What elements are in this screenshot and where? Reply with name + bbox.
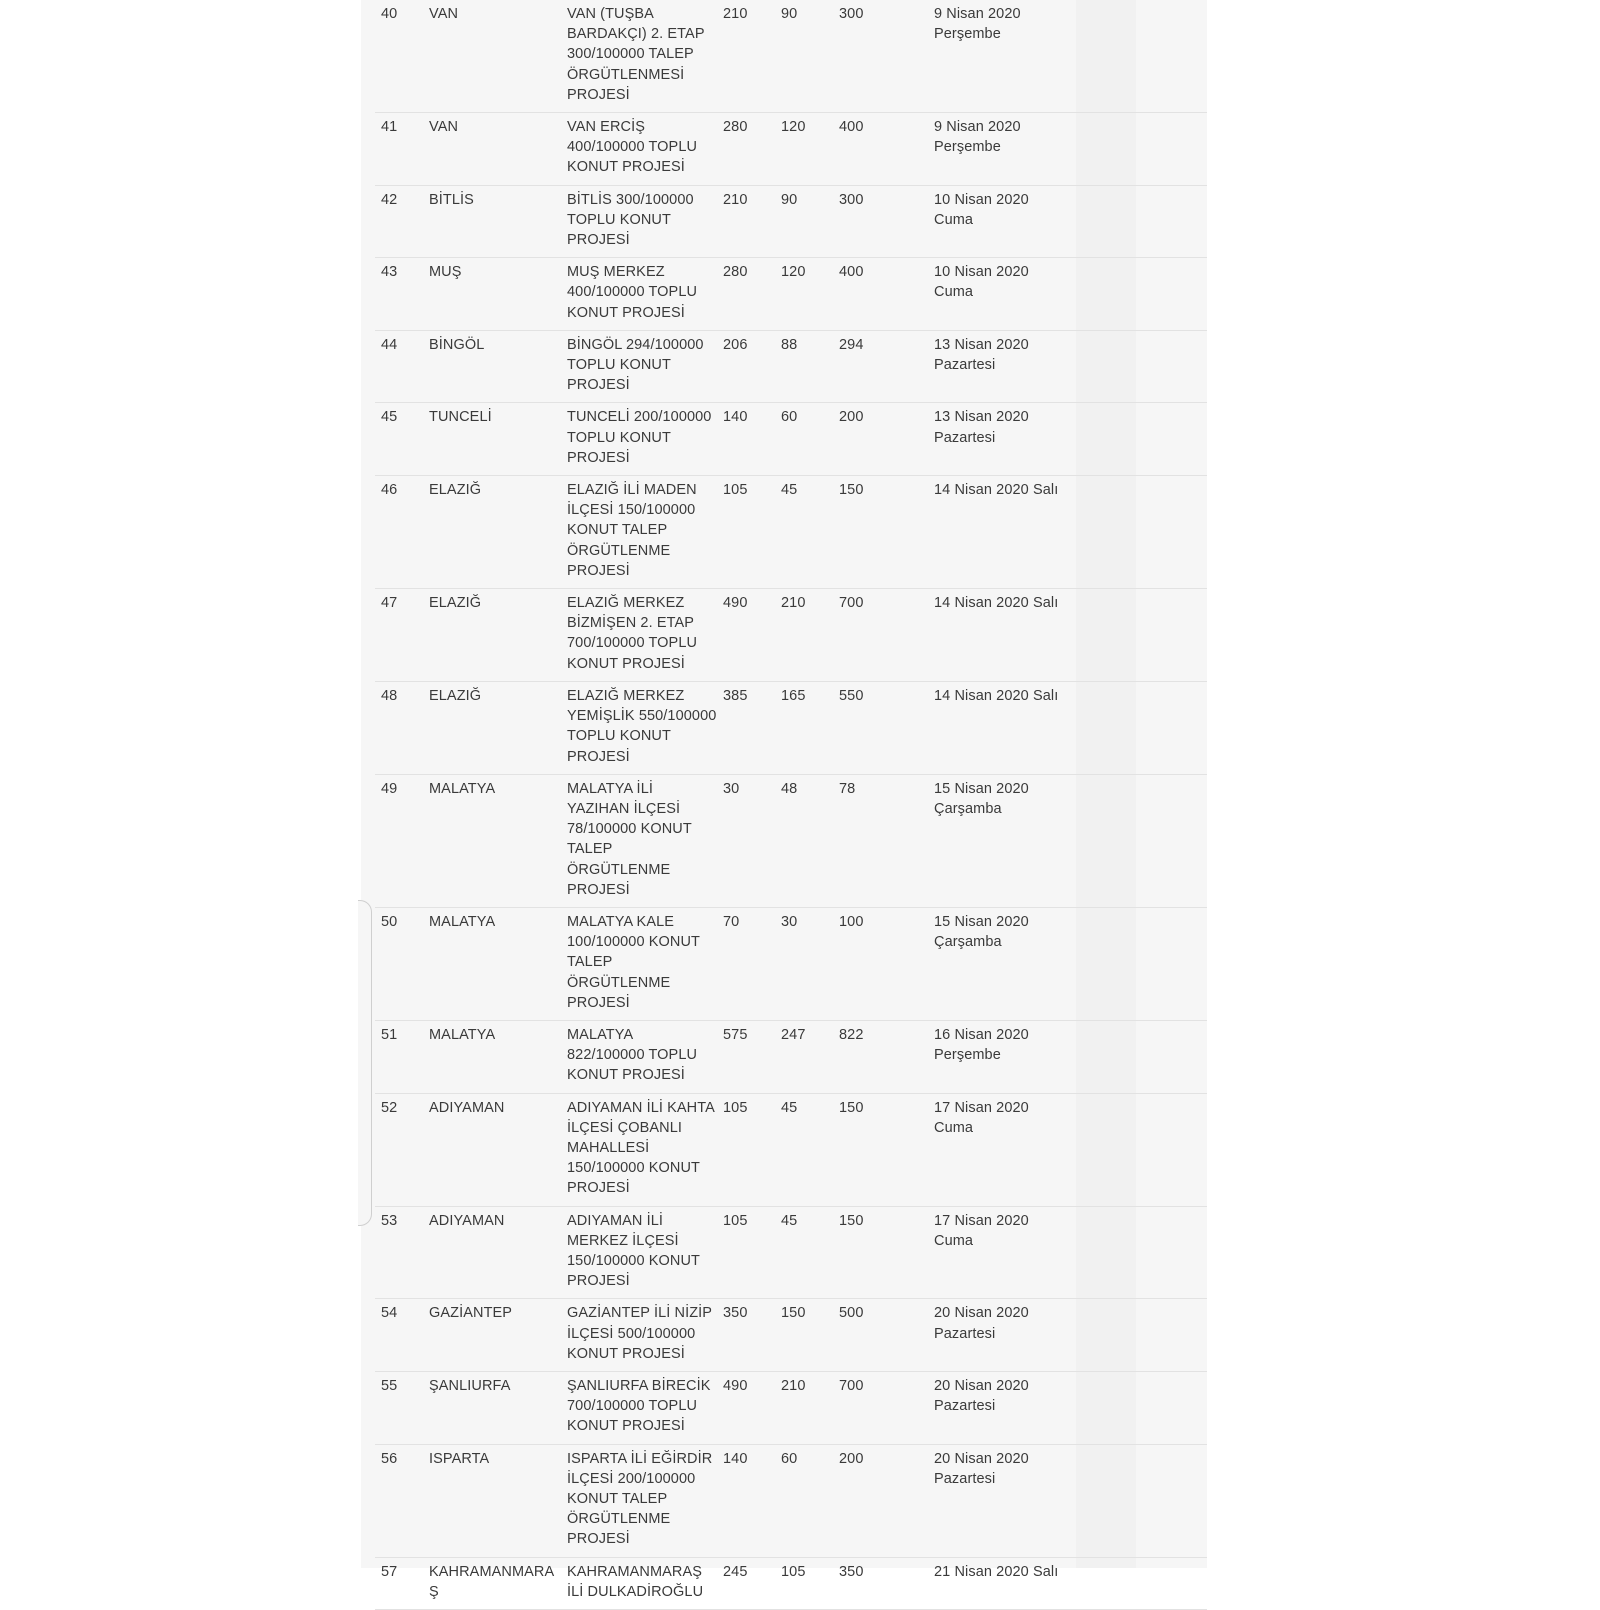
table-row: [375, 907, 1207, 1020]
count-a-cell: 105: [717, 1093, 781, 1206]
date-cell: 16 Nisan 2020 Perşembe: [934, 1020, 1207, 1093]
count-a-cell: 350: [717, 1299, 781, 1372]
count-b-cell: 88: [781, 330, 839, 403]
date-cell: 15 Nisan 2020 Çarşamba: [934, 774, 1207, 907]
date-cell: 9 Nisan 2020 Perşembe: [934, 113, 1207, 186]
count-a-cell: 210: [717, 185, 781, 258]
total-count-cell: 500: [839, 1299, 934, 1372]
row-number: 54: [375, 1299, 429, 1372]
table-row: [375, 589, 1207, 682]
project-name-cell: BİNGÖL 294/100000 TOPLU KONUT PROJESİ: [561, 330, 717, 403]
total-count-cell: 550: [839, 681, 934, 774]
province-cell: TUNCELİ: [429, 403, 561, 476]
province-cell: ADIYAMAN: [429, 1206, 561, 1299]
count-a-cell: 105: [717, 476, 781, 589]
count-b-cell: 120: [781, 258, 839, 331]
document-page: [361, 0, 1207, 1600]
count-b-cell: 165: [781, 681, 839, 774]
project-name-cell: TUNCELİ 200/100000 TOPLU KONUT PROJESİ: [561, 403, 717, 476]
date-cell: 21 Nisan 2020 Salı: [934, 1557, 1207, 1609]
project-name-cell: VAN (TUŞBA BARDAKÇI) 2. ETAP 300/100000 TALEP ÖRGÜTLENMESİ PROJESİ: [561, 0, 717, 113]
table-row: [375, 1444, 1207, 1557]
count-b-cell: 90: [781, 185, 839, 258]
count-a-cell: 490: [717, 1371, 781, 1444]
row-number: 47: [375, 589, 429, 682]
total-count-cell: 700: [839, 1371, 934, 1444]
date-cell: 14 Nisan 2020 Salı: [934, 589, 1207, 682]
count-b-cell: 105: [781, 1557, 839, 1609]
count-a-cell: 385: [717, 681, 781, 774]
project-name-cell: ELAZIĞ MERKEZ YEMİŞLİK 550/100000 TOPLU KONUT PROJESİ: [561, 681, 717, 774]
project-name-cell: MALATYA İLİ YAZIHAN İLÇESİ 78/100000 KONUT TALEP ÖRGÜTLENME PROJESİ: [561, 774, 717, 907]
total-count-cell: 78: [839, 774, 934, 907]
housing-projects-table: [375, 0, 1207, 1610]
date-cell: 17 Nisan 2020 Cuma: [934, 1206, 1207, 1299]
province-cell: ELAZIĞ: [429, 681, 561, 774]
project-name-cell: VAN ERCİŞ 400/100000 TOPLU KONUT PROJESİ: [561, 113, 717, 186]
count-a-cell: 140: [717, 1444, 781, 1557]
total-count-cell: 200: [839, 403, 934, 476]
table-row: [375, 476, 1207, 589]
project-name-cell: KAHRAMANMARAŞ İLİ DULKADİROĞLU: [561, 1557, 717, 1609]
table-row: [375, 1206, 1207, 1299]
total-count-cell: 150: [839, 476, 934, 589]
province-cell: ISPARTA: [429, 1444, 561, 1557]
total-count-cell: 294: [839, 330, 934, 403]
province-cell: ŞANLIURFA: [429, 1371, 561, 1444]
count-a-cell: 206: [717, 330, 781, 403]
total-count-cell: 350: [839, 1557, 934, 1609]
project-name-cell: BİTLİS 300/100000 TOPLU KONUT PROJESİ: [561, 185, 717, 258]
row-number: 55: [375, 1371, 429, 1444]
count-b-cell: 48: [781, 774, 839, 907]
project-name-cell: ELAZIĞ MERKEZ BİZMİŞEN 2. ETAP 700/100000 TOPLU KONUT PROJESİ: [561, 589, 717, 682]
table-row: [375, 403, 1207, 476]
date-cell: 20 Nisan 2020 Pazartesi: [934, 1444, 1207, 1557]
row-number: 49: [375, 774, 429, 907]
row-number: 56: [375, 1444, 429, 1557]
total-count-cell: 150: [839, 1093, 934, 1206]
date-cell: 15 Nisan 2020 Çarşamba: [934, 907, 1207, 1020]
date-cell: 17 Nisan 2020 Cuma: [934, 1093, 1207, 1206]
province-cell: VAN: [429, 113, 561, 186]
count-b-cell: 60: [781, 403, 839, 476]
count-b-cell: 45: [781, 1093, 839, 1206]
count-b-cell: 30: [781, 907, 839, 1020]
scroll-handle[interactable]: [358, 900, 372, 1226]
province-cell: VAN: [429, 0, 561, 113]
count-a-cell: 105: [717, 1206, 781, 1299]
province-cell: BİTLİS: [429, 185, 561, 258]
project-name-cell: MALATYA KALE 100/100000 KONUT TALEP ÖRGÜTLENME PROJESİ: [561, 907, 717, 1020]
row-number: 42: [375, 185, 429, 258]
count-a-cell: 245: [717, 1557, 781, 1609]
count-a-cell: 70: [717, 907, 781, 1020]
table-row: [375, 258, 1207, 331]
table-row: [375, 330, 1207, 403]
count-b-cell: 90: [781, 0, 839, 113]
province-cell: MALATYA: [429, 774, 561, 907]
row-number: 45: [375, 403, 429, 476]
row-number: 48: [375, 681, 429, 774]
row-number: 51: [375, 1020, 429, 1093]
row-number: 41: [375, 113, 429, 186]
date-cell: 10 Nisan 2020 Cuma: [934, 185, 1207, 258]
date-cell: 10 Nisan 2020 Cuma: [934, 258, 1207, 331]
total-count-cell: 200: [839, 1444, 934, 1557]
province-cell: KAHRAMANMARAŞ: [429, 1557, 561, 1609]
total-count-cell: 150: [839, 1206, 934, 1299]
project-name-cell: ISPARTA İLİ EĞİRDİR İLÇESİ 200/100000 KONUT TALEP ÖRGÜTLENME PROJESİ: [561, 1444, 717, 1557]
table-body: [375, 0, 1207, 1610]
date-cell: 20 Nisan 2020 Pazartesi: [934, 1299, 1207, 1372]
row-number: 50: [375, 907, 429, 1020]
row-number: 40: [375, 0, 429, 113]
table-row: [375, 1093, 1207, 1206]
row-number: 44: [375, 330, 429, 403]
project-name-cell: ADIYAMAN İLİ MERKEZ İLÇESİ 150/100000 KONUT PROJESİ: [561, 1206, 717, 1299]
count-a-cell: 30: [717, 774, 781, 907]
date-cell: 13 Nisan 2020 Pazartesi: [934, 330, 1207, 403]
table-row: [375, 774, 1207, 907]
project-name-cell: ADIYAMAN İLİ KAHTA İLÇESİ ÇOBANLI MAHALLESİ 150/100000 KONUT PROJESİ: [561, 1093, 717, 1206]
project-name-cell: ŞANLIURFA BİRECİK 700/100000 TOPLU KONUT PROJESİ: [561, 1371, 717, 1444]
table-row: [375, 1020, 1207, 1093]
count-b-cell: 210: [781, 1371, 839, 1444]
count-b-cell: 60: [781, 1444, 839, 1557]
province-cell: MALATYA: [429, 1020, 561, 1093]
count-b-cell: 120: [781, 113, 839, 186]
count-a-cell: 210: [717, 0, 781, 113]
table-row: [375, 1371, 1207, 1444]
date-cell: 13 Nisan 2020 Pazartesi: [934, 403, 1207, 476]
row-number: 53: [375, 1206, 429, 1299]
total-count-cell: 822: [839, 1020, 934, 1093]
count-a-cell: 575: [717, 1020, 781, 1093]
province-cell: MALATYA: [429, 907, 561, 1020]
date-cell: 14 Nisan 2020 Salı: [934, 681, 1207, 774]
count-b-cell: 247: [781, 1020, 839, 1093]
table-row: [375, 185, 1207, 258]
date-cell: 9 Nisan 2020 Perşembe: [934, 0, 1207, 113]
total-count-cell: 300: [839, 185, 934, 258]
count-a-cell: 140: [717, 403, 781, 476]
province-cell: ELAZIĞ: [429, 476, 561, 589]
table-row: [375, 0, 1207, 113]
total-count-cell: 400: [839, 258, 934, 331]
table-row: [375, 681, 1207, 774]
row-number: 46: [375, 476, 429, 589]
table-row: [375, 1557, 1207, 1609]
total-count-cell: 400: [839, 113, 934, 186]
province-cell: BİNGÖL: [429, 330, 561, 403]
count-b-cell: 150: [781, 1299, 839, 1372]
date-cell: 20 Nisan 2020 Pazartesi: [934, 1371, 1207, 1444]
date-cell: 14 Nisan 2020 Salı: [934, 476, 1207, 589]
row-number: 43: [375, 258, 429, 331]
project-name-cell: MUŞ MERKEZ 400/100000 TOPLU KONUT PROJESİ: [561, 258, 717, 331]
count-b-cell: 45: [781, 476, 839, 589]
province-cell: GAZİANTEP: [429, 1299, 561, 1372]
project-name-cell: ELAZIĞ İLİ MADEN İLÇESİ 150/100000 KONUT TALEP ÖRGÜTLENME PROJESİ: [561, 476, 717, 589]
total-count-cell: 100: [839, 907, 934, 1020]
row-number: 57: [375, 1557, 429, 1609]
count-b-cell: 210: [781, 589, 839, 682]
province-cell: ELAZIĞ: [429, 589, 561, 682]
count-a-cell: 280: [717, 113, 781, 186]
table-row: [375, 1299, 1207, 1372]
count-a-cell: 490: [717, 589, 781, 682]
project-name-cell: GAZİANTEP İLİ NİZİP İLÇESİ 500/100000 KONUT PROJESİ: [561, 1299, 717, 1372]
count-a-cell: 280: [717, 258, 781, 331]
total-count-cell: 300: [839, 0, 934, 113]
row-number: 52: [375, 1093, 429, 1206]
province-cell: MUŞ: [429, 258, 561, 331]
count-b-cell: 45: [781, 1206, 839, 1299]
province-cell: ADIYAMAN: [429, 1093, 561, 1206]
project-name-cell: MALATYA 822/100000 TOPLU KONUT PROJESİ: [561, 1020, 717, 1093]
table-row: [375, 113, 1207, 186]
total-count-cell: 700: [839, 589, 934, 682]
